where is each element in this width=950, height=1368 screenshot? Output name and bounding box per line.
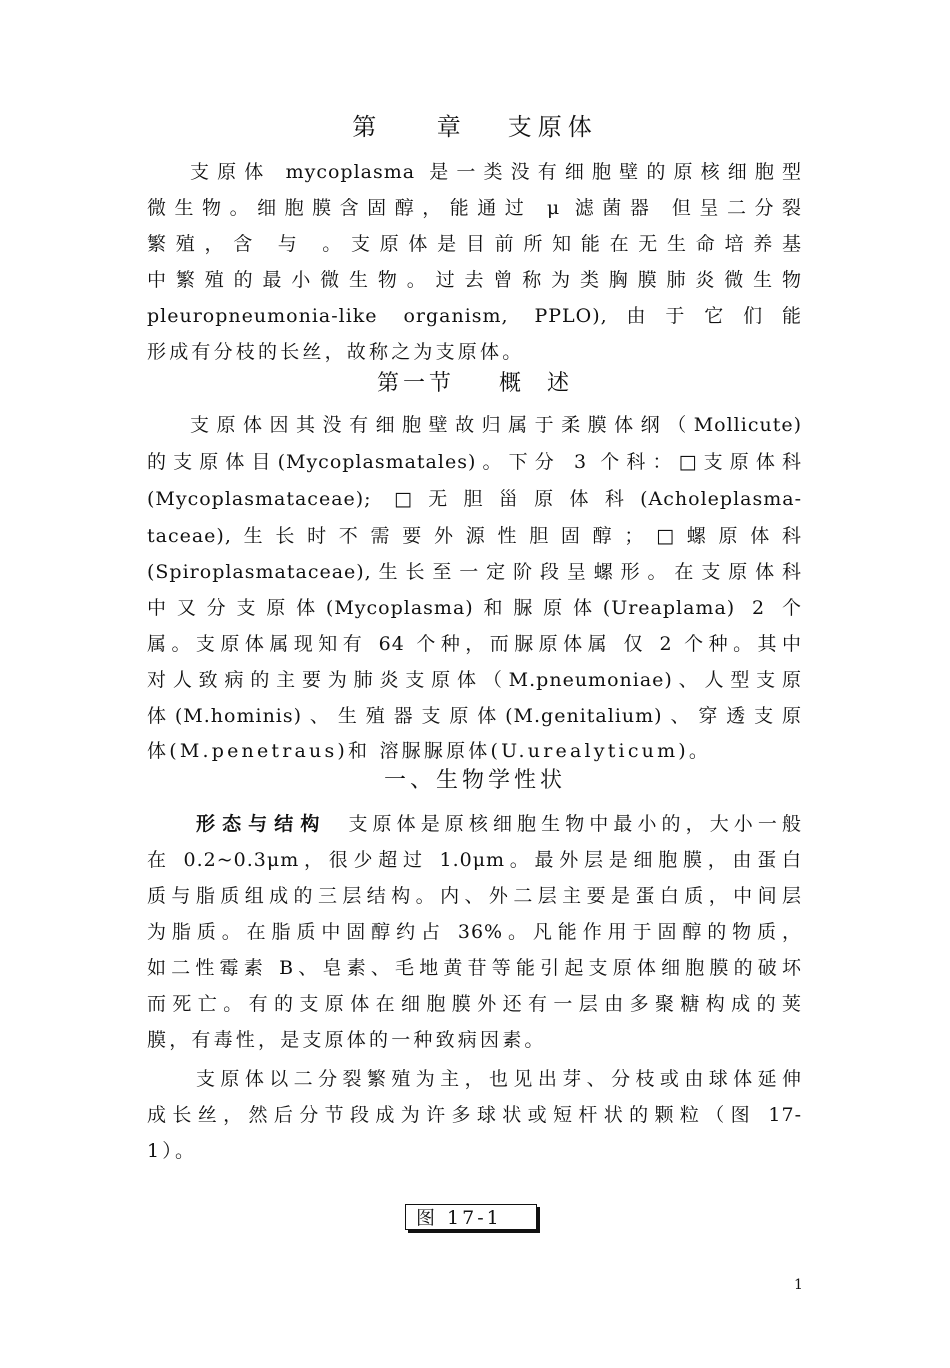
section1-line-8: 对人致病的主要为肺炎支原体（M.pneumoniae)、人型支原 xyxy=(147,669,802,691)
para-b-line-1: 支原体以二分裂繁殖为主，也见出芽、分枝或由球体延伸 xyxy=(196,1068,802,1090)
section1-line-6: 中又分支原体(Mycoplasma)和脲原体(Ureaplama) 2 个 xyxy=(147,597,802,619)
para-a-line-1-text: 支原体是原核细胞生物中最小的，大小一般 xyxy=(348,813,802,835)
page-number: 1 xyxy=(794,1277,803,1293)
para-b-line-3: 1）。 xyxy=(147,1140,198,1162)
para-a-label: 形态与结构 xyxy=(196,813,327,835)
para-b-line-2: 成长丝，然后分节段成为许多球状或短杆状的颗粒（图 17- xyxy=(147,1104,802,1126)
para-a-line-1 xyxy=(196,812,802,836)
section1-line-5: (Spiroplasmataceae),生长至一定阶段呈螺形。在支原体科 xyxy=(147,561,802,583)
para-a-line-2: 在 0.2~0.3μm，很少超过 1.0μm。最外层是细胞膜，由蛋白 xyxy=(147,849,802,871)
intro-line-2: 微生物。细胞膜含固醇，能通过 μ 滤菌器 但呈二分裂 xyxy=(147,197,802,219)
figure-label-box: 图 17-1 xyxy=(405,1204,537,1230)
section-title-overview: 第一节 概 述 xyxy=(377,371,573,396)
para-a-line-3: 质与脂质组成的三层结构。内、外二层主要是蛋白质，中间层 xyxy=(147,885,802,907)
para-a-line-4: 为脂质。在脂质中固醇约占 36%。凡能作用于固醇的物质， xyxy=(147,921,802,943)
intro-line-5: pleuropneumonia-like organism, PPLO),由于它们能 xyxy=(147,305,802,327)
intro-line-3: 繁殖，含 与 。支原体是目前所知能在无生命培养基 xyxy=(147,233,802,255)
intro-line-6: 形成有分枝的长丝，故称之为支原体。 xyxy=(147,341,525,363)
para-a-line-6: 而死亡。有的支原体在细胞膜外还有一层由多聚糖构成的荚 xyxy=(147,993,802,1015)
section1-line-10: 体(M.penetraus)和 溶脲脲原体(U.urealyticum)。 xyxy=(147,740,712,762)
section1-line-4: taceae),生长时不需要外源性胆固醇；□螺原体科 xyxy=(147,525,802,547)
section1-line-2: 的支原体目(Mycoplasmatales)。下分 3 个科：□支原体科 xyxy=(147,451,802,473)
section1-line-9: 体(M.hominis)、生殖器支原体(M.genitalium)、穿透支原 xyxy=(147,705,802,727)
chapter-title: 第 章 支原体 xyxy=(352,113,598,141)
section1-line-7: 属。支原体属现知有 64 个种，而脲原体属 仅 2 个种。其中 xyxy=(147,633,802,655)
section1-line-1: 支原体因其没有细胞壁故归属于柔膜体纲（Mollicute) xyxy=(190,414,802,436)
intro-line-1: 支原体 mycoplasma 是一类没有细胞壁的原核细胞型 xyxy=(190,161,802,183)
intro-line-4: 中繁殖的最小微生物。过去曾称为类胸膜肺炎微生物 xyxy=(147,269,802,291)
section1-line-3: (Mycoplasmataceae); □无胆甾原体科(Acholeplasma- xyxy=(147,488,802,510)
subsection-title-biology: 一、生物学性状 xyxy=(383,768,566,793)
para-a-line-5: 如二性霉素 B、皂素、毛地黄苷等能引起支原体细胞膜的破坏 xyxy=(147,957,802,979)
para-a-line-7: 膜，有毒性，是支原体的一种致病因素。 xyxy=(147,1029,547,1051)
